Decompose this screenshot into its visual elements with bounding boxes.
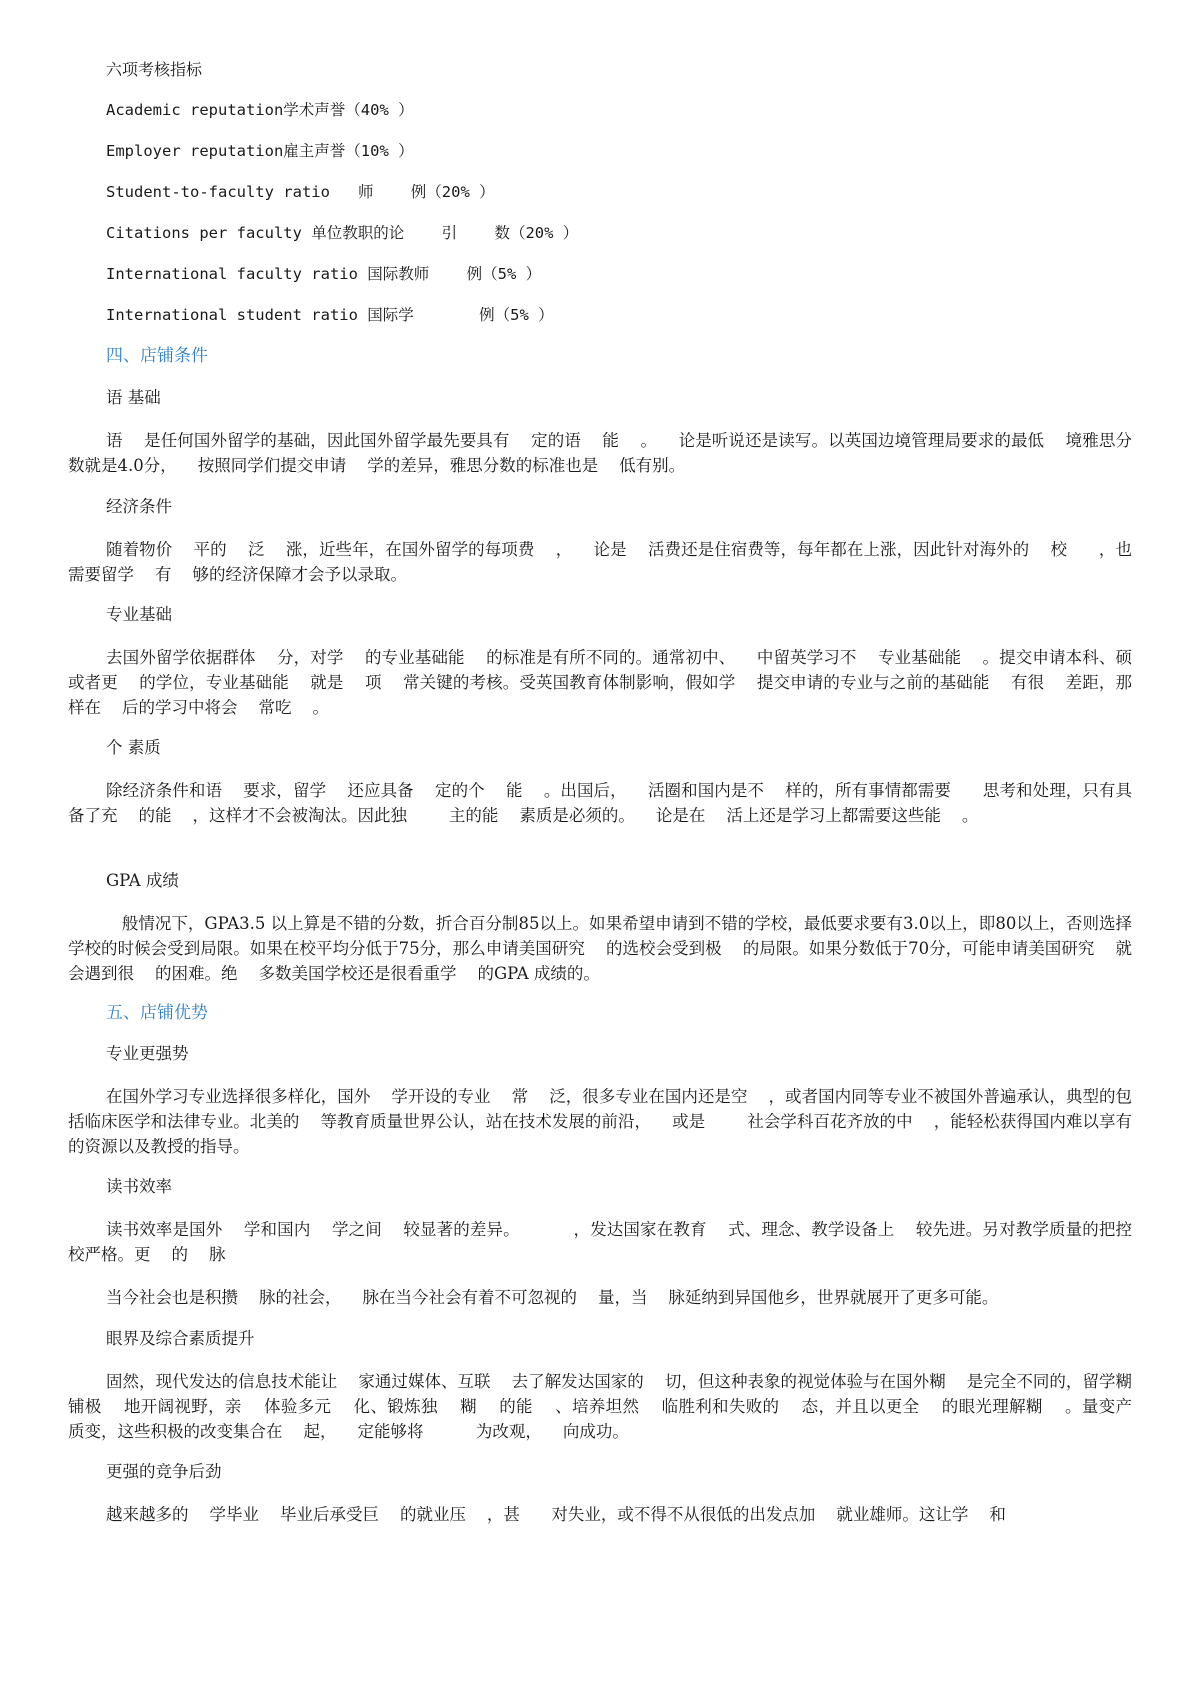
indicator-item: Student-to-faculty ratio 师 例（20% ） <box>106 183 495 201</box>
block-title: 专业更强势 <box>106 1044 189 1063</box>
block-paragraph: 固然，现代发达的信息技术能让 家通过媒体、互联 去了解发达国家的 切，但这种表象的视觉体验与在国外糊 是完全不同的，留学糊 铺极 地开阔视野，亲 体验多元 化、锻炼独 糊 的能 、培养坦然 临胜利和失败的 态，并且以更全 的眼光理解糊 。量变产 质变，这些积极的改变集合在 起， 定能够将 为改观， 向成功。 <box>68 1372 1153 1441</box>
block-paragraph: 除经济条件和语 要求，留学 还应具备 定的个 能 。出国后， 活圈和国内是不 样的，所有事情都需要 思考和处理，只有具备了充 的能 ，这样才不会被淘汰。因此独 主的能 素质是必须的。 论是在 活上还是学习上都需要这些能 。 <box>68 781 1132 825</box>
block-paragraph: 当今社会也是积攒 脉的社会， 脉在当今社会有着不可忽视的 量，当 脉延纳到异国他乡，世界就展开了更多可能。 <box>106 1288 999 1307</box>
block-title: 个 素质 <box>106 738 161 757</box>
block-title: 读书效率 <box>106 1177 172 1196</box>
block-title: 更强的竞争后劲 <box>106 1462 222 1481</box>
indicator-item: International student ratio 国际学 例（5% ） <box>106 306 554 324</box>
block-paragraph: 随着物价 平的 泛 涨，近些年，在国外留学的每项费 ， 论是 活费还是住宿费等，每年都在上涨，因此针对海外的 校 ，也需要留学 有 够的经济保障才会予以录取。 <box>68 540 1132 584</box>
section-heading: 五、店铺优势 <box>106 1003 208 1023</box>
block-title: 经济条件 <box>106 497 172 516</box>
block-title: 眼界及综合素质提升 <box>106 1329 255 1348</box>
block-paragraph: 去国外留学依据群体 分，对学 的专业基础能 的标准是有所不同的。通常初中、 中留英学习不 专业基础能 。提交申请本科、硕 或者更 的学位，专业基础能 就是 项 常关键的考核。受英国教育体制影响，假如学 提交申请的专业与之前的基础能 有很 差距，那样在 后的学习中将会 常吃 。 <box>68 648 1153 717</box>
block-paragraph: 在国外学习专业选择很多样化，国外 学开设的专业 常 泛，很多专业在国内还是空 ，或者国内同等专业不被国外普遍承认，典型的包括临床医学和法律专业。北美的 等教育质量世界公认，站在技术发展的前沿， 或是 社会学科百花齐放的中 ，能轻松获得国内难以享有的资源以及教授的指导。 <box>68 1087 1132 1156</box>
indicator-item: Citations per faculty 单位教职的论 引 数（20% ） <box>106 224 579 242</box>
section-heading: 四、店铺条件 <box>106 346 208 366</box>
block-title: 专业基础 <box>106 605 172 624</box>
indicators-title: 六项考核指标 <box>106 60 203 79</box>
indicator-item: Academic reputation学术声誉（40% ） <box>106 101 414 119</box>
block-paragraph: 语 是任何国外留学的基础，因此国外留学最先要具有 定的语 能 。 论是听说还是读写。以英国边境管理局要求的最低 境雅思分数就是4.0分， 按照同学们提交申请 学的差异，雅思分数的标准也是 低有别。 <box>68 431 1132 475</box>
block-title: 语 基础 <box>106 388 161 407</box>
block-paragraph: 越来越多的 学毕业 毕业后承受巨 的就业压 ，甚 对失业，或不得不从很低的出发点加 就业雄师。这让学 和 <box>106 1505 1006 1524</box>
block-paragraph: 读书效率是国外 学和国内 学之间 较显著的差异。 ，发达国家在教育 式、理念、教学设备上 较先进。另对教学质量的把控 校严格。更 的 脉 <box>68 1220 1153 1264</box>
block-paragraph: 般情况下，GPA3.5 以上算是不错的分数，折合百分制85以上。如果希望申请到不错的学校，最低要求要有3.0以上，即80以上，否则选择学校的时候会受到局限。如果在校平均分低于75分，那么申请美国研究 的选校会受到极 的局限。如果分数低于70分，可能申请美国研究 就会遇到很 的困难。绝 多数美国学校还是很看重学 的GPA 成绩的。 <box>68 914 1132 983</box>
block-title: GPA 成绩 <box>106 871 179 890</box>
indicator-item: International faculty ratio 国际教师 例（5% ） <box>106 265 542 283</box>
indicator-item: Employer reputation雇主声誉（10% ） <box>106 142 414 160</box>
